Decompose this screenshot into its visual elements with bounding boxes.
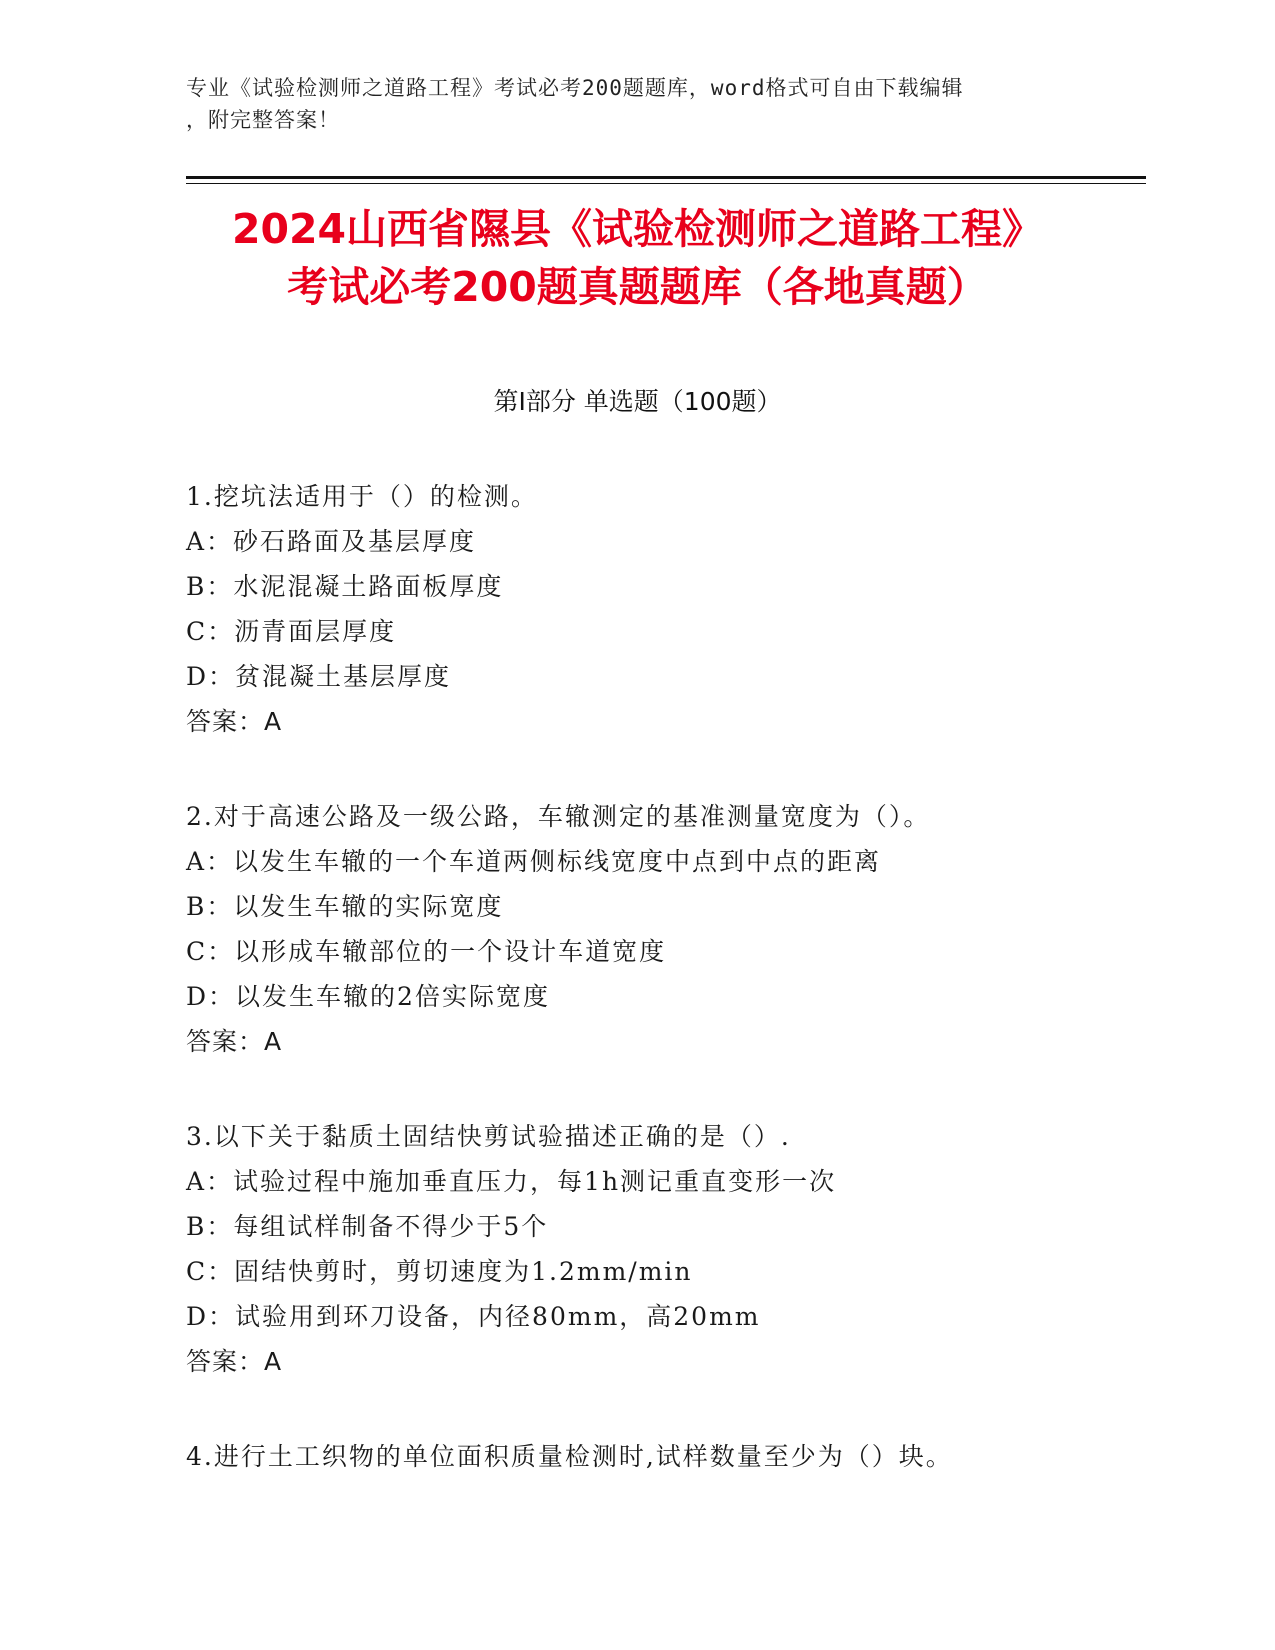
- document-title: [150, 200, 1125, 316]
- option-c: C：以形成车辙部位的一个设计车道宽度: [186, 937, 667, 966]
- option-b: B：以发生车辙的实际宽度: [186, 892, 504, 921]
- option-a: A：试验过程中施加垂直压力，每1h测记重直变形一次: [186, 1167, 837, 1196]
- title-line-1: 2024山西省隰县《试验检测师之道路工程》: [231, 205, 1044, 253]
- answer-text: 答案：A: [186, 1027, 283, 1056]
- question-4: [186, 1434, 1146, 1479]
- question-2: [186, 794, 1146, 1064]
- header-note-line-1: 专业《试验检测师之道路工程》考试必考200题题库，word格式可自由下载编辑: [186, 76, 964, 100]
- option-a: A：以发生车辙的一个车道两侧标线宽度中点到中点的距离: [186, 847, 882, 876]
- section-heading: 第I部分 单选题（100题）: [493, 387, 782, 416]
- header-note: [186, 72, 1086, 136]
- option-d: D：贫混凝土基层厚度: [186, 662, 452, 691]
- answer-text: 答案：A: [186, 707, 283, 736]
- question-stem: 3.以下关于黏质土固结快剪试验描述正确的是（）.: [186, 1122, 791, 1151]
- question-spacer: [186, 1384, 1146, 1434]
- option-b: B：每组试样制备不得少于5个: [186, 1212, 549, 1241]
- option-c: C：沥青面层厚度: [186, 617, 397, 646]
- question-stem: 4.进行土工织物的单位面积质量检测时,试样数量至少为（）块。: [186, 1442, 953, 1471]
- title-line-2: 考试必考200题真题题库（各地真题）: [287, 263, 988, 311]
- option-d: D：试验用到环刀设备，内径80mm，高20mm: [186, 1302, 761, 1331]
- question-3: [186, 1114, 1146, 1384]
- question-1: [186, 474, 1146, 744]
- answer-text: 答案：A: [186, 1347, 283, 1376]
- option-d: D：以发生车辙的2倍实际宽度: [186, 982, 550, 1011]
- question-stem: 1.挖坑法适用于（）的检测。: [186, 482, 538, 511]
- header-divider-thick: [186, 176, 1146, 179]
- option-a: A：砂石路面及基层厚度: [186, 527, 477, 556]
- header-divider-thin: [186, 183, 1146, 184]
- question-list: [186, 474, 1146, 1479]
- option-b: B：水泥混凝土路面板厚度: [186, 572, 504, 601]
- question-spacer: [186, 1064, 1146, 1114]
- header-note-line-2: ，附完整答案！: [186, 108, 340, 132]
- option-c: C：固结快剪时，剪切速度为1.2mm/min: [186, 1257, 693, 1286]
- question-spacer: [186, 744, 1146, 794]
- question-stem: 2.对于高速公路及一级公路，车辙测定的基准测量宽度为（）。: [186, 802, 931, 831]
